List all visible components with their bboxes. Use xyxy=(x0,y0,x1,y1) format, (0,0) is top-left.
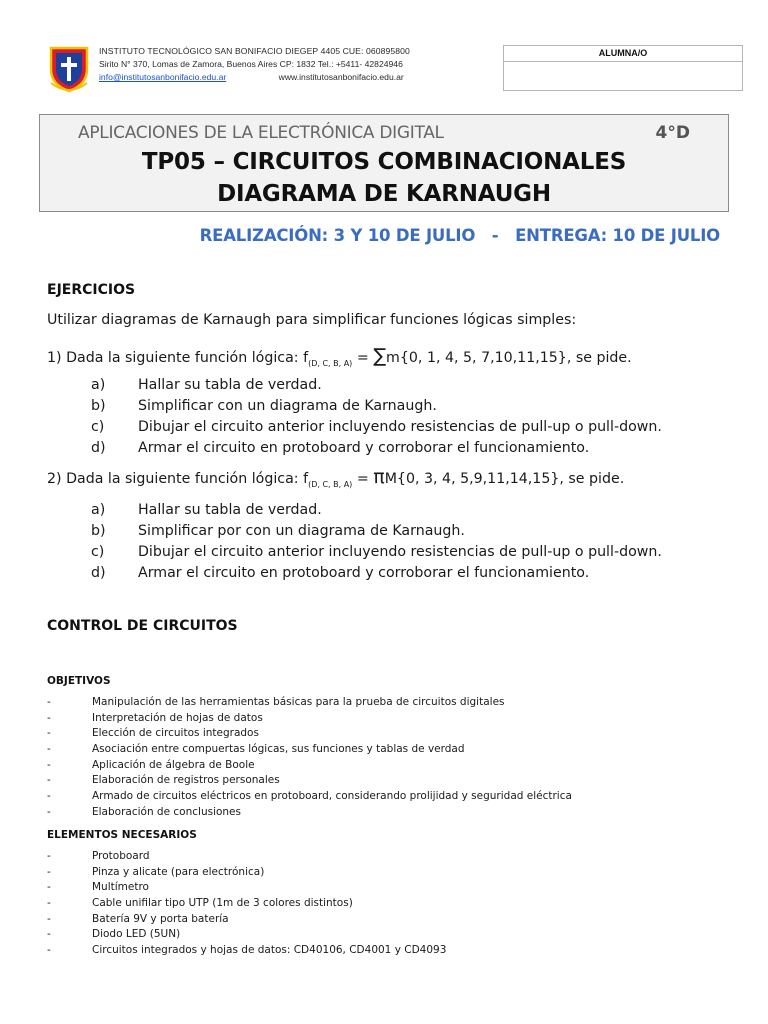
main-title: TP05 – CIRCUITOS COMBINACIONALES xyxy=(141,149,627,175)
list-item: - Elaboración de conclusiones xyxy=(47,805,241,818)
question-2 xyxy=(47,466,624,489)
institution-name: INSTITUTO TECNOLÓGICO SAN BONIFACIO DIEGEP 4405 CUE: 060895800 xyxy=(99,46,410,56)
list-item: c) Dibujar el circuito anterior incluyendo resistencias de pull-up o pull-down. xyxy=(91,419,662,435)
list-item: b) Simplificar por con un diagrama de Karnaugh. xyxy=(91,523,465,539)
list-item: - Interpretación de hojas de datos xyxy=(47,711,263,724)
q2-maxterms: M{0, 3, 4, 5,9,11,14,15}, se pide. xyxy=(384,471,625,487)
list-item: - Manipulación de las herramientas básicas para la prueba de circuitos digitales xyxy=(47,696,505,708)
q1-equals: = xyxy=(352,350,374,366)
objectives-heading: OBJETIVOS xyxy=(47,675,111,687)
main-subtitle: DIAGRAMA DE KARNAUGH xyxy=(217,181,551,207)
exercises-intro: Utilizar diagramas de Karnaugh para simplificar funciones lógicas simples: xyxy=(47,312,577,328)
subject-title: APLICACIONES DE LA ELECTRÓNICA DIGITAL xyxy=(78,123,444,143)
list-item: - Circuitos integrados y hojas de datos: CD40106, CD4001 y CD4093 xyxy=(47,944,447,957)
list-item: - Multímetro xyxy=(47,881,149,894)
student-label: ALUMNA/O xyxy=(504,46,742,62)
student-name-box xyxy=(503,45,743,91)
q2-subscript: (D, C, B, A) xyxy=(308,479,353,489)
list-item: - Elección de circuitos integrados xyxy=(47,727,259,740)
q2-prefix: 2) Dada la siguiente función lógica: f xyxy=(47,471,309,487)
list-item: d) Armar el circuito en protoboard y corroborar el funcionamiento. xyxy=(91,440,590,456)
institution-info xyxy=(99,45,410,84)
list-item: - Aplicación de álgebra de Boole xyxy=(47,758,255,771)
institution-website: www.institutosanbonifacio.edu.ar xyxy=(278,72,404,82)
list-item: a) Hallar su tabla de verdad. xyxy=(91,377,322,393)
list-item: - Diodo LED (5UN) xyxy=(47,928,181,941)
school-crest-logo xyxy=(47,45,91,93)
question-1 xyxy=(47,345,632,368)
q1-subscript: (D, C, B, A) xyxy=(308,358,353,368)
institution-email-link[interactable]: info@institutosanbonifacio.edu.ar xyxy=(99,72,227,82)
course-label: 4°D xyxy=(655,123,690,143)
control-heading: CONTROL DE CIRCUITOS xyxy=(47,618,238,634)
sum-symbol: ∑ xyxy=(373,345,387,367)
q1-minterms: m{0, 1, 4, 5, 7,10,11,15}, se pide. xyxy=(386,350,632,366)
q1-prefix: 1) Dada la siguiente función lógica: f xyxy=(47,350,309,366)
due-dates: REALIZACIÓN: 3 Y 10 DE JULIO - ENTREGA: 10 DE JULIO xyxy=(199,226,720,245)
q2-equals: = xyxy=(352,471,374,487)
institution-address: Sirito N° 370, Lomas de Zamora, Buenos Aires CP: 1832 Tel.: +5411- 42824946 xyxy=(99,59,403,69)
list-item: - Protoboard xyxy=(47,850,150,862)
list-item: - Batería 9V y porta batería xyxy=(47,912,229,925)
list-item: a) Hallar su tabla de verdad. xyxy=(91,502,322,518)
exercises-heading: EJERCICIOS xyxy=(47,282,136,298)
question-1-tasks xyxy=(91,375,662,459)
product-symbol: π xyxy=(373,466,385,488)
list-item: b) Simplificar con un diagrama de Karnaugh. xyxy=(91,398,437,414)
list-item: - Cable unifilar tipo UTP (1m de 3 colores distintos) xyxy=(47,897,353,910)
list-item: c) Dibujar el circuito anterior incluyendo resistencias de pull-up o pull-down. xyxy=(91,544,662,560)
list-item: - Asociación entre compuertas lógicas, sus funciones y tablas de verdad xyxy=(47,743,465,756)
elements-heading: ELEMENTOS NECESARIOS xyxy=(47,829,197,841)
list-item: - Armado de circuitos eléctricos en protoboard, considerando prolijidad y seguridad eléctrica xyxy=(47,790,572,803)
list-item: - Elaboración de registros personales xyxy=(47,774,280,787)
elements-list xyxy=(47,849,446,959)
objectives-list xyxy=(47,695,572,821)
question-2-tasks xyxy=(91,500,662,584)
list-item: - Pinza y alicate (para electrónica) xyxy=(47,865,265,878)
list-item: d) Armar el circuito en protoboard y corroborar el funcionamiento. xyxy=(91,565,590,581)
title-box xyxy=(39,114,729,212)
